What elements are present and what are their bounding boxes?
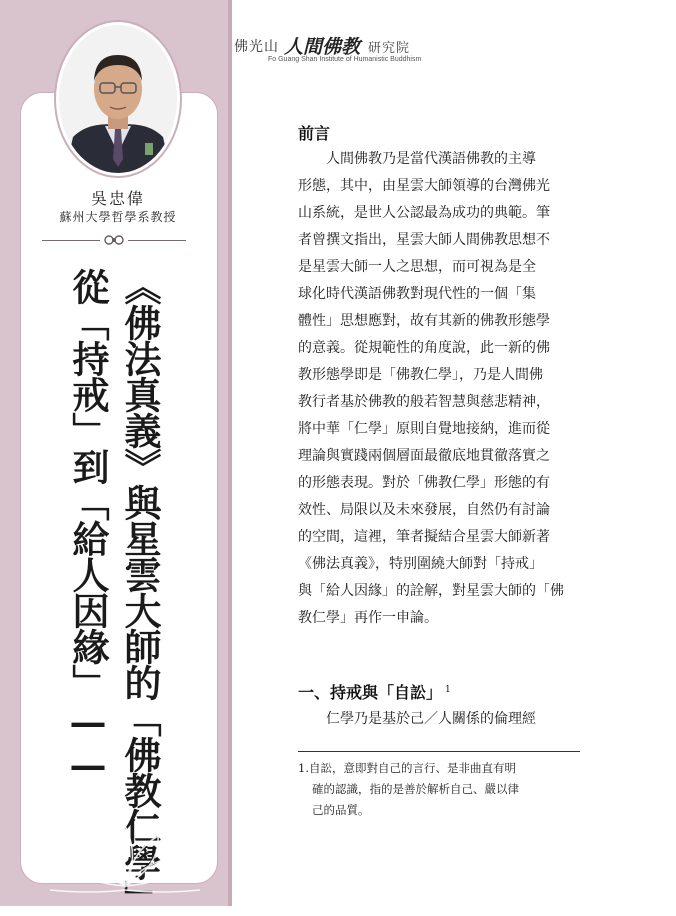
body-line: 是星雲大師一人之思想，而可視為是全 [298, 259, 536, 275]
lotus-ornament-icon [30, 806, 220, 896]
section-1-body [298, 706, 580, 733]
header-subtitle: Fo Guang Shan Institute of Humanistic Buddhism [268, 56, 422, 63]
footnote-line: 1.自訟，意即對自己的言行、是非曲直有明 [298, 761, 516, 775]
preface-body [298, 146, 580, 646]
body-line: 仁學乃是基於己／人關係的倫理經 [298, 711, 536, 727]
footnote-divider [298, 751, 580, 752]
body-line: 形態，其中，由星雲大師領導的台灣佛光 [298, 178, 550, 194]
divider-line [128, 240, 186, 241]
body-line: 山系統，是世人公認最為成功的典範。筆 [298, 205, 550, 221]
divider-line [42, 240, 100, 241]
author-name: 吳忠偉 [90, 189, 145, 208]
body-line: 體性」思想應對，故有其新的佛教形態學 [298, 313, 550, 329]
body-line: 將中華「仁學」原則自覺地接納，進而從 [298, 421, 550, 437]
body-line: 教行者基於佛教的般若智慧與慈悲精神， [298, 394, 550, 410]
sidebar-edge [228, 0, 232, 906]
header-left: 佛光山 [234, 39, 279, 55]
body-line: 球化時代漢語佛教對現代性的一個「集 [298, 286, 536, 302]
article-title-line-2: 從「持戒」到「給人因緣」—— [66, 268, 110, 786]
body-line: 《佛法真義》，特別圍繞大師對「持戒」 [298, 556, 543, 572]
header-right: 研究院 [368, 41, 411, 56]
footnote-reference[interactable]: 1 [445, 684, 451, 695]
ornament-icon [102, 232, 126, 248]
footnote [298, 758, 580, 821]
body-line: 人間佛教乃是當代漢語佛教的主導 [298, 151, 536, 167]
body-line: 理論與實踐兩個層面最徹底地貫徹落實之 [298, 448, 550, 464]
author-affiliation: 蘇州大學哲學系教授 [59, 210, 177, 224]
body-line: 的意義。從規範性的角度說，此一新的佛 [298, 340, 550, 356]
body-line: 效性、局限以及未來發展，自然仍有討論 [298, 502, 550, 518]
body-line: 者曾撰文指出，星雲大師人間佛教思想不 [298, 232, 550, 248]
footnote-line: 確的認識，指的是善於解析自己、嚴以律 [312, 782, 519, 796]
body-line: 的形態表現。對於「佛教仁學」形態的有 [298, 475, 550, 491]
body-line: 教仁學」再作一申論。 [298, 610, 438, 626]
section-1-heading [298, 680, 451, 703]
body-line: 教形態學即是「佛教仁學」，乃是人間佛 [298, 367, 543, 383]
journal-header [234, 32, 444, 72]
body-line: 與「給人因緣」的詮解，對星雲大師的「佛 [298, 583, 564, 599]
section-1-heading-text: 一、持戒與「自訟」 [298, 683, 443, 702]
author-portrait [56, 22, 180, 176]
footnote-line: 己的品質。 [312, 803, 370, 817]
preface-heading: 前言 [298, 124, 331, 143]
header-brand: 人間佛教 [284, 36, 361, 58]
article-title-line-1: 《佛法真義》與星雲大師的「佛教仁學」 [118, 268, 162, 916]
body-line: 的空間，這裡，筆者擬結合星雲大師新著 [298, 529, 550, 545]
